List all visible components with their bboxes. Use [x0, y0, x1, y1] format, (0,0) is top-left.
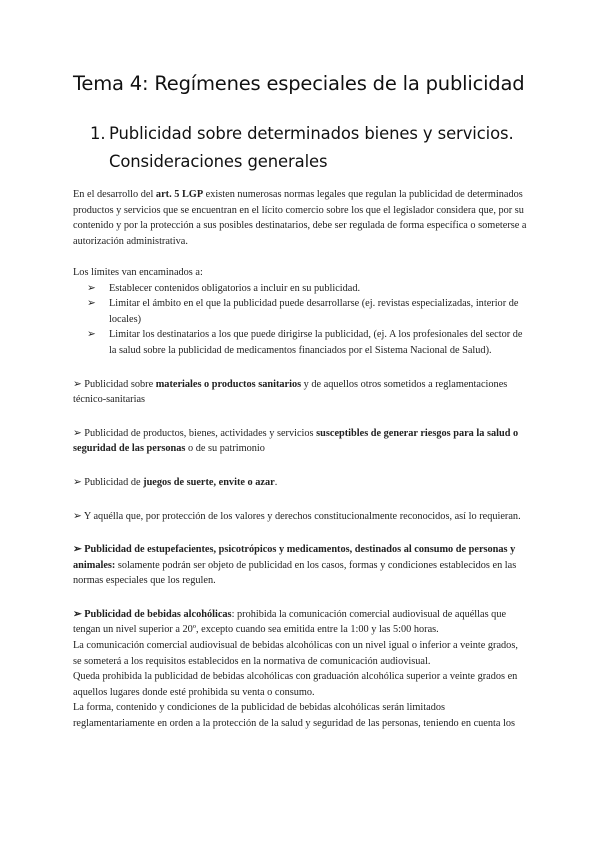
arrow-bullet-icon: ➢ — [73, 476, 82, 488]
paragraph-sanitarios: ➢ Publicidad sobre materiales o productos sanitarios y de aquellos otros sometidos a reglamentaciones técnico-sanitarias — [73, 378, 508, 406]
limits-lead: Los límites van encaminados a: — [73, 266, 203, 278]
limits-list — [73, 281, 528, 359]
arrow-bullet-icon: ➢ — [73, 544, 82, 556]
paragraph-riesgos: ➢ Publicidad de productos, bienes, actividades y servicios susceptibles de generar riesgos para la salud o seguridad de las personas o de su patrimonio — [73, 427, 519, 455]
arrow-bullet-icon: ➢ — [87, 329, 96, 341]
document-body — [73, 187, 528, 732]
list-item: ➢ Limitar los destinatarios a los que puede dirigirse la publicidad, (ej. A los profesionales del sector de la salud sobre la publicidad de medicamentos financiados por el Sistema Nacional de Salud). — [87, 329, 523, 356]
arrow-bullet-icon: ➢ — [73, 378, 82, 390]
paragraph-estupefacientes: ➢ Publicidad de estupefacientes, psicotrópicos y medicamentos, destinados al consumo de personas y animales: solamente podrán ser objeto de publicidad en los casos, formas y condiciones establecidos en las normas especiales que los regulen. — [73, 544, 517, 587]
paragraph-valores: ➢ Y aquélla que, por protección de los valores y derechos constitucionalmente reconocidos, así lo requieran. — [73, 510, 521, 522]
paragraph-alcohol-3: Queda prohibida la publicidad de bebidas alcohólicas con graduación alcohólica superior a veinte grados en aquellos lugares donde esté prohibida su venta o consumo. — [73, 671, 518, 698]
arrow-bullet-icon: ➢ — [87, 282, 96, 294]
paragraph-alcohol: ➢ Publicidad de bebidas alcohólicas: prohibida la comunicación comercial audiovisual de aquéllas que tengan un nivel superior a 20º, excepto cuando sea emitida entre la 1:00 y las 5:00 horas. — [73, 608, 507, 636]
arrow-bullet-icon: ➢ — [73, 608, 82, 620]
paragraph-alcohol-4: La forma, contenido y condiciones de la publicidad de bebidas alcohólicas serán limitados reglamentariamente en orden a la protección de la salud y seguridad de las personas, teniendo en cuenta los — [73, 702, 516, 730]
paragraph-juegos: ➢ Publicidad de juegos de suerte, envite o azar. — [73, 476, 278, 488]
paragraph-alcohol-2: La comunicación comercial audiovisual de bebidas alcohólicas con un nivel igual o inferior a veinte grados, se someterá a los requisitos establecidos en la normativa de comunicación audiovisual. — [73, 640, 518, 667]
section-title: Publicidad sobre determinados bienes y servicios. Consideraciones generales — [109, 124, 514, 171]
list-item: ➢ Establecer contenidos obligatorios a incluir en su publicidad. — [87, 281, 528, 297]
section-heading — [90, 120, 560, 176]
section-number: 1. — [90, 124, 106, 143]
page-title: Tema 4: Regímenes especiales de la publicidad — [73, 72, 525, 95]
arrow-bullet-icon: ➢ — [73, 427, 82, 439]
intro-paragraph: En el desarrollo del art. 5 LGP existen numerosas normas legales que regulan la publicidad de determinados productos y servicios que se encuentran en el lícito comercio sobre los que el legislador considera que, por su contenido y por la protección a sus posibles destinatarios, debe ser regulada de forma específica o someterse a autorización administrativa. — [73, 189, 527, 247]
arrow-bullet-icon: ➢ — [87, 298, 96, 310]
list-item: ➢ Limitar el ámbito en el que la publicidad puede desarrollarse (ej. revistas especializadas, interior de locales) — [87, 298, 519, 325]
arrow-bullet-icon: ➢ — [73, 510, 82, 522]
